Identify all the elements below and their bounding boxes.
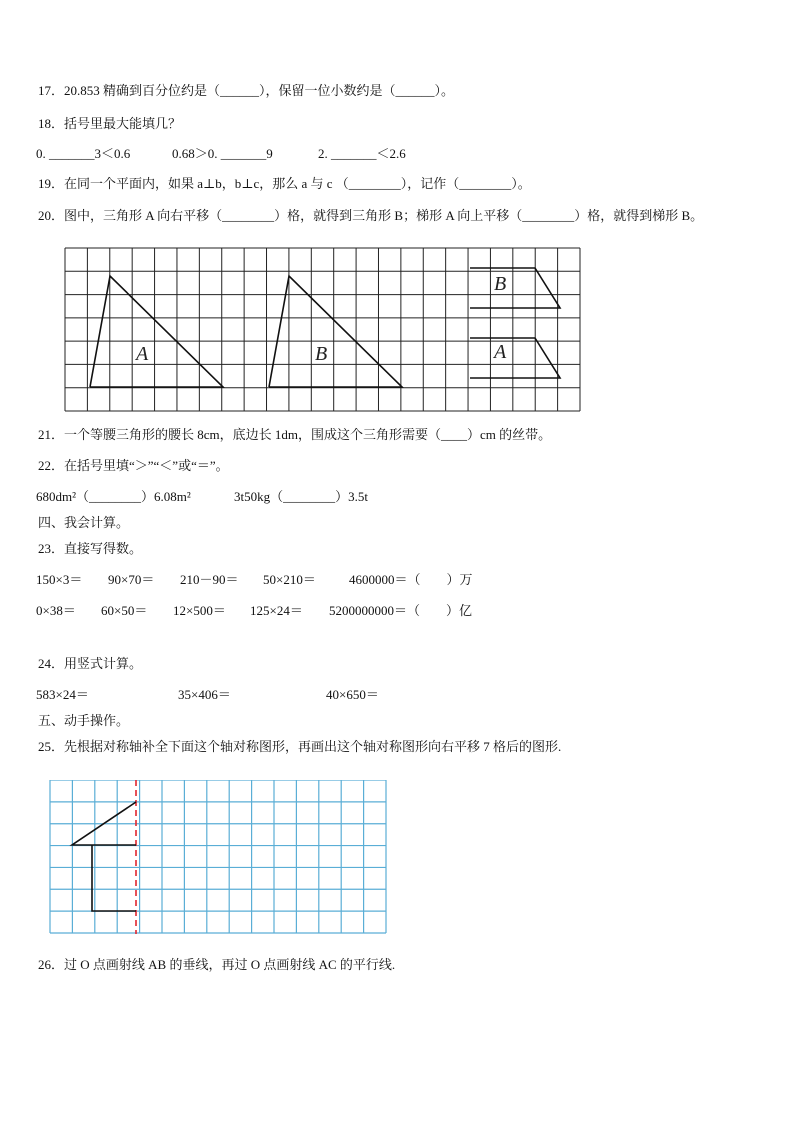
q23-row1-item-2: 90×70＝ <box>108 572 155 587</box>
q23-row1-item-5: 4600000＝（ ）万 <box>349 572 473 587</box>
figure-20-grid <box>60 244 585 416</box>
q23-row1-item-1: 150×3＝ <box>36 572 83 587</box>
q23-row2-item-2: 60×50＝ <box>101 603 148 618</box>
question-20: 20．图中，三角形 A 向右平移（________）格，就得到三角形 B；梯形 A 向上平移（________）格，就得到梯形 B。 <box>38 208 704 223</box>
question-18-item-2: 0.68＞0. _______9 <box>172 146 273 161</box>
q24-item-3: 40×650＝ <box>326 687 379 702</box>
trapezoid-b-label: B <box>494 273 507 295</box>
q23-row2-item-1: 0×38＝ <box>36 603 76 618</box>
half-figure-base <box>92 845 136 911</box>
question-24: 24．用竖式计算。 <box>38 656 143 671</box>
question-22-item-2: 3t50kg（________）3.5t <box>234 489 368 504</box>
q24-item-1: 583×24＝ <box>36 687 89 702</box>
triangle-a-label: A <box>136 343 149 365</box>
section-5-heading: 五、动手操作。 <box>38 713 130 728</box>
question-17: 17．20.853 精确到百分位约是（______），保留一位小数约是（______）。 <box>38 83 455 98</box>
q23-row2-item-3: 12×500＝ <box>173 603 226 618</box>
q23-row1-item-3: 210－90＝ <box>180 572 239 587</box>
question-22-item-1: 680dm²（________）6.08m² <box>36 489 191 504</box>
q24-item-2: 35×406＝ <box>178 687 231 702</box>
question-19: 19．在同一个平面内，如果 a⊥b，b⊥c，那么 a 与 c （________），记作（________）。 <box>38 176 531 191</box>
triangle-b-label: B <box>315 343 328 365</box>
question-18-item-1: 0. _______3＜0.6 <box>36 146 131 161</box>
question-25: 25．先根据对称轴补全下面这个轴对称图形，再画出这个轴对称图形向右平移 7 格后的图形. <box>38 739 562 754</box>
trapezoid-a-label: A <box>494 341 507 363</box>
question-26: 26．过 O 点画射线 AB 的垂线，再过 O 点画射线 AC 的平行线. <box>38 957 396 972</box>
q23-row2-item-4: 125×24＝ <box>250 603 303 618</box>
q23-row2-item-5: 5200000000＝（ ）亿 <box>329 603 473 618</box>
question-23: 23．直接写得数。 <box>38 541 143 556</box>
question-21: 21．一个等腰三角形的腰长 8cm，底边长 1dm，围成这个三角形需要（____）cm 的丝带。 <box>38 427 552 442</box>
question-18: 18．括号里最大能填几？ <box>38 116 182 131</box>
figure-25-grid <box>48 780 388 934</box>
question-18-item-3: 2. _______＜2.6 <box>318 146 406 161</box>
trapezoid-a <box>470 338 560 378</box>
trapezoid-b <box>470 268 560 308</box>
q23-row1-item-4: 50×210＝ <box>263 572 316 587</box>
question-22: 22．在括号里填“＞”“＜”或“＝”。 <box>38 458 229 473</box>
section-4-heading: 四、我会计算。 <box>38 515 130 530</box>
